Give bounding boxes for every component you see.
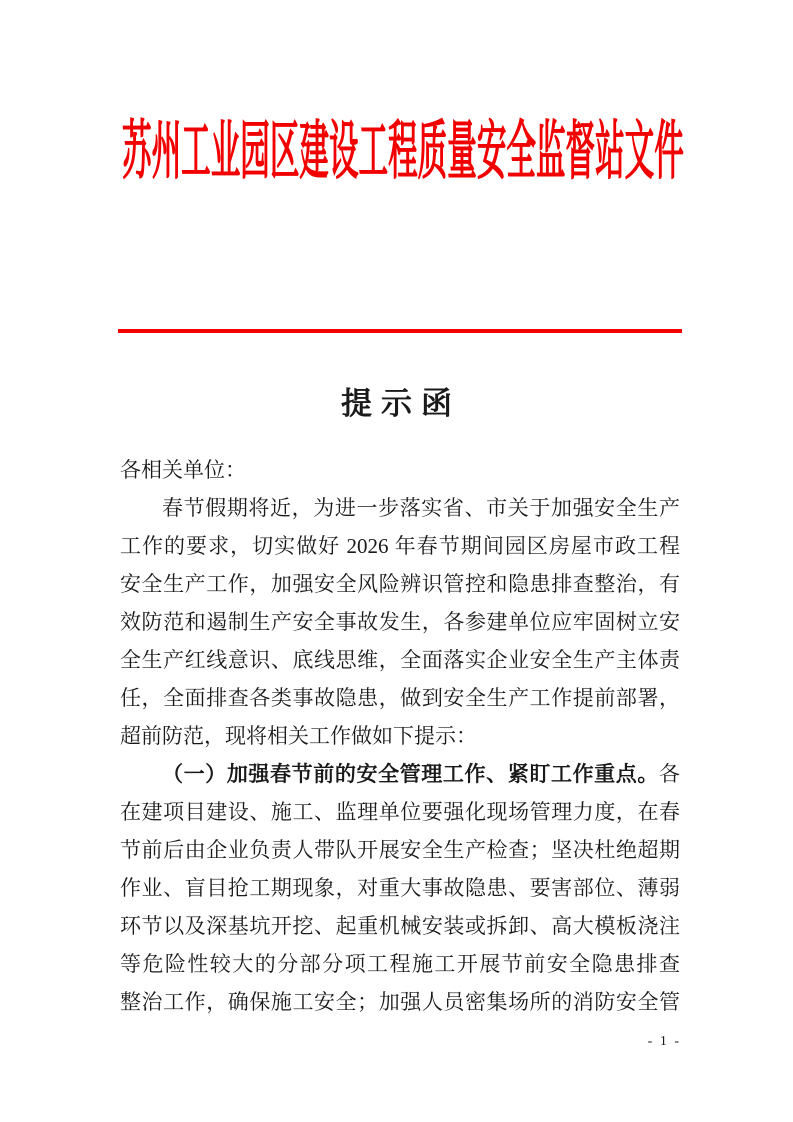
body-segment-bold: （一）加强春节前的安全管理工作、紧盯工作重点。 — [162, 763, 659, 786]
body-line — [120, 945, 680, 983]
body-segment: 超前防范，现将相关工作做如下提示： — [120, 724, 477, 748]
red-separator-line — [118, 329, 682, 333]
body-line — [120, 603, 680, 641]
body-segment: 安全生产工作，加强安全风险辨识管控和隐患排查整治，有 — [120, 572, 680, 596]
body-line — [120, 527, 680, 565]
body-segment: 节前后由企业负责人带队开展安全生产检查；坚决杜绝超期 — [120, 838, 680, 862]
body-line — [120, 755, 680, 793]
body-segment: 各 — [659, 762, 680, 786]
body-segment: 春节假期将近，为进一步落实省、市关于加强安全生产 — [162, 496, 680, 520]
body-line — [120, 679, 680, 717]
body-line — [120, 983, 680, 1021]
body-line — [120, 717, 680, 755]
body-line — [120, 565, 680, 603]
body-segment: 工作的要求，切实做好 2026 年春节期间园区房屋市政工程 — [120, 534, 680, 558]
body-segment: 在建项目建设、施工、监理单位要强化现场管理力度，在春 — [120, 800, 680, 824]
body-segment: 作业、盲目抢工期现象，对重大事故隐患、要害部位、薄弱 — [120, 876, 680, 900]
body-segment: 全生产红线意识、底线思维，全面落实企业安全生产主体责 — [120, 648, 680, 672]
body-segment: 各相关单位： — [120, 458, 246, 482]
body-line — [120, 869, 680, 907]
letterhead — [122, 114, 684, 190]
body-line — [120, 831, 680, 869]
body-segment: 环节以及深基坑开挖、起重机械安装或拆卸、高大模板浇注 — [120, 914, 680, 938]
body-line — [120, 489, 680, 527]
body-segment: 整治工作，确保施工安全；加强人员密集场所的消防安全管 — [120, 990, 680, 1014]
body-line — [120, 451, 680, 489]
page-number: - 1 - — [647, 1034, 681, 1049]
body-segment: 等危险性较大的分部分项工程施工开展节前安全隐患排查 — [120, 952, 680, 976]
letterhead-title: 苏州工业园区建设工程质量安全监督站文件 — [122, 115, 684, 187]
body-line — [120, 793, 680, 831]
document-title: 提示函 — [341, 386, 461, 421]
body-segment: 任，全面排查各类事故隐患，做到安全生产工作提前部署， — [120, 686, 680, 710]
body-text — [120, 451, 680, 1021]
body-line — [120, 907, 680, 945]
body-line — [120, 641, 680, 679]
body-segment: 效防范和遏制生产安全事故发生，各参建单位应牢固树立安 — [120, 610, 680, 634]
